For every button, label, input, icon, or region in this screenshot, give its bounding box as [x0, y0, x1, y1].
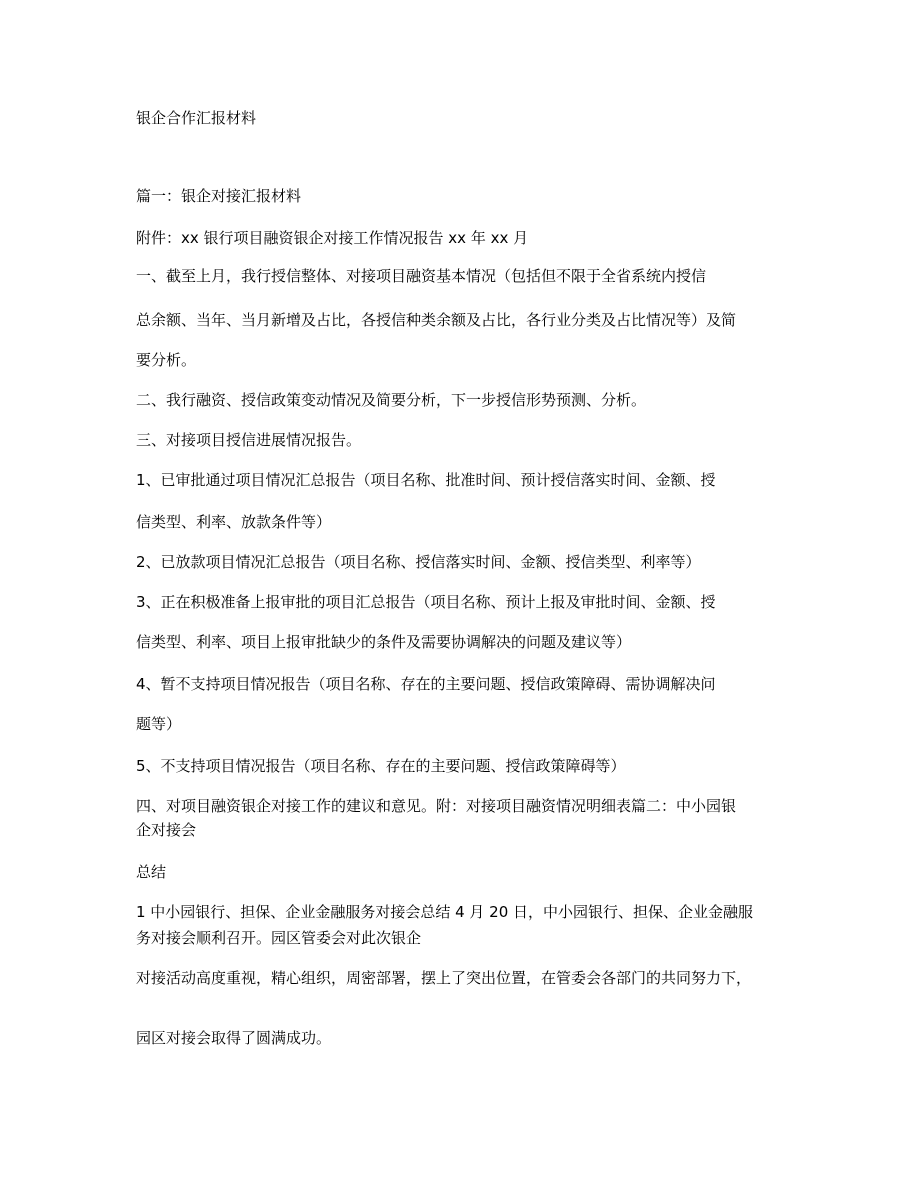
paragraph-line: 二、我行融资、授信政策变动情况及简要分析，下一步授信形势预测、分析。	[136, 391, 647, 409]
list-item: 信类型、利率、项目上报审批缺少的条件及需要协调解决的问题及建议等）	[136, 633, 632, 651]
paragraph-line: 园区对接会取得了圆满成功。	[136, 1029, 332, 1047]
paragraph-line: 总结	[136, 863, 167, 881]
list-item: 4、暂不支持项目情况报告（项目名称、存在的主要问题、授信政策障碍、需协调解决问	[136, 675, 716, 693]
paragraph-line: 四、对项目融资银企对接工作的建议和意见。附：对接项目融资情况明细表篇二：中小园银	[136, 797, 737, 815]
paragraph-line: 一、截至上月，我行授信整体、对接项目融资基本情况（包括但不限于全省系统内授信	[136, 267, 707, 285]
attachment-line: 附件：xx 银行项目融资银企对接工作情况报告 xx 年 xx 月	[136, 229, 529, 247]
document-title: 银企合作汇报材料	[136, 109, 257, 127]
paragraph-line: 总余额、当年、当月新增及占比，各授信种类余额及占比，各行业分类及占比情况等）及简	[136, 311, 737, 329]
list-item: 题等）	[136, 715, 182, 733]
paragraph-line: 企对接会	[136, 821, 197, 839]
section-heading-1: 篇一：银企对接汇报材料	[136, 187, 302, 205]
list-item: 3、正在积极准备上报审批的项目汇总报告（项目名称、预计上报及审批时间、金额、授	[136, 593, 716, 611]
list-item: 2、已放款项目情况汇总报告（项目名称、授信落实时间、金额、授信类型、利率等）	[136, 553, 701, 571]
paragraph-line: 务对接会顺利召开。园区管委会对此次银企	[136, 929, 422, 947]
paragraph-line: 三、对接项目授信进展情况报告。	[136, 431, 362, 449]
list-item: 5、不支持项目情况报告（项目名称、存在的主要问题、授信政策障碍等）	[136, 757, 626, 775]
paragraph-line: 1 中小园银行、担保、企业金融服务对接会总结 4 月 20 日，中小园银行、担保、企业金融服	[136, 903, 754, 921]
list-item: 1、已审批通过项目情况汇总报告（项目名称、批准时间、预计授信落实时间、金额、授	[136, 471, 716, 489]
list-item: 信类型、利率、放款条件等）	[136, 513, 332, 531]
paragraph-line: 要分析。	[136, 351, 197, 369]
paragraph-line: 对接活动高度重视，精心组织，周密部署，摆上了突出位置，在管委会各部门的共同努力下，	[136, 969, 752, 987]
